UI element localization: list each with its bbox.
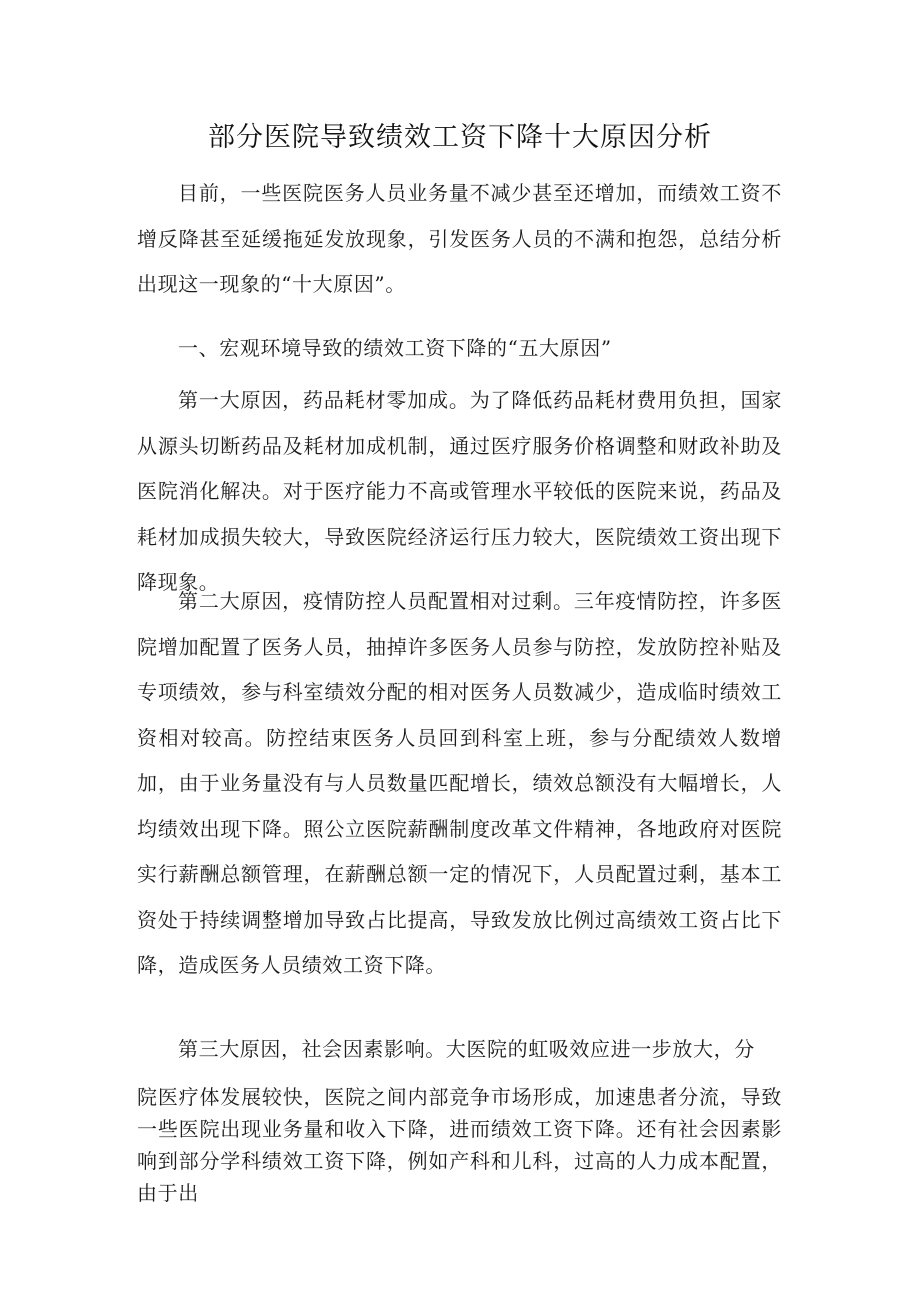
section-heading: 一、宏观环境导致的绩效工资下降的“五大原因”	[178, 336, 612, 360]
document-title: 部分医院导致绩效工资下降十大原因分析	[208, 122, 712, 153]
intro-paragraph: 目前，一些医院医务人员业务量不减少甚至还增加，而绩效工资不增反降甚至延缓拖延发放现象，引发医务人员的不满和抱怨，总结分析出现这一现象的“十大原因”。	[137, 181, 782, 296]
reason-3-paragraph-start: 第三大原因，社会因素影响。大医院的虹吸效应进一步放大，分	[178, 1037, 755, 1061]
reason-3-paragraph-continued: 院医疗体发展较快，医院之间内部竞争市场形成，加速患者分流，导致一些医院出现业务量和收入下降，进而绩效工资下降。还有社会因素影响到部分学科绩效工资下降，例如产科和儿科，过高的人力成本配置，由于出	[137, 1085, 782, 1205]
reason-2-paragraph: 第二大原因，疫情防控人员配置相对过剩。三年疫情防控，许多医院增加配置了医务人员，抽掉许多医务人员参与防控，发放防控补贴及专项绩效，参与科室绩效分配的相对医务人员数减少，造成临时绩效工资相对较高。防控结束医务人员回到科室上班，参与分配绩效人数增加，由于业务量没有与人员数量匹配增长，绩效总额没有大幅增长，人均绩效出现下降。照公立医院薪酬制度改革文件精神，各地政府对医院实行薪酬总额管理，在薪酬总额一定的情况下，人员配置过剩，基本工资处于持续调整增加导致占比提高，导致发放比例过高绩效工资占比下降，造成医务人员绩效工资下降。	[137, 589, 782, 977]
reason-1-paragraph: 第一大原因，药品耗材零加成。为了降低药品耗材费用负担，国家从源头切断药品及耗材加成机制，通过医疗服务价格调整和财政补助及医院消化解决。对于医疗能力不高或管理水平较低的医院来说，药品及耗材加成损失较大，导致医院经济运行压力较大，医院绩效工资出现下降现象。	[137, 388, 782, 594]
